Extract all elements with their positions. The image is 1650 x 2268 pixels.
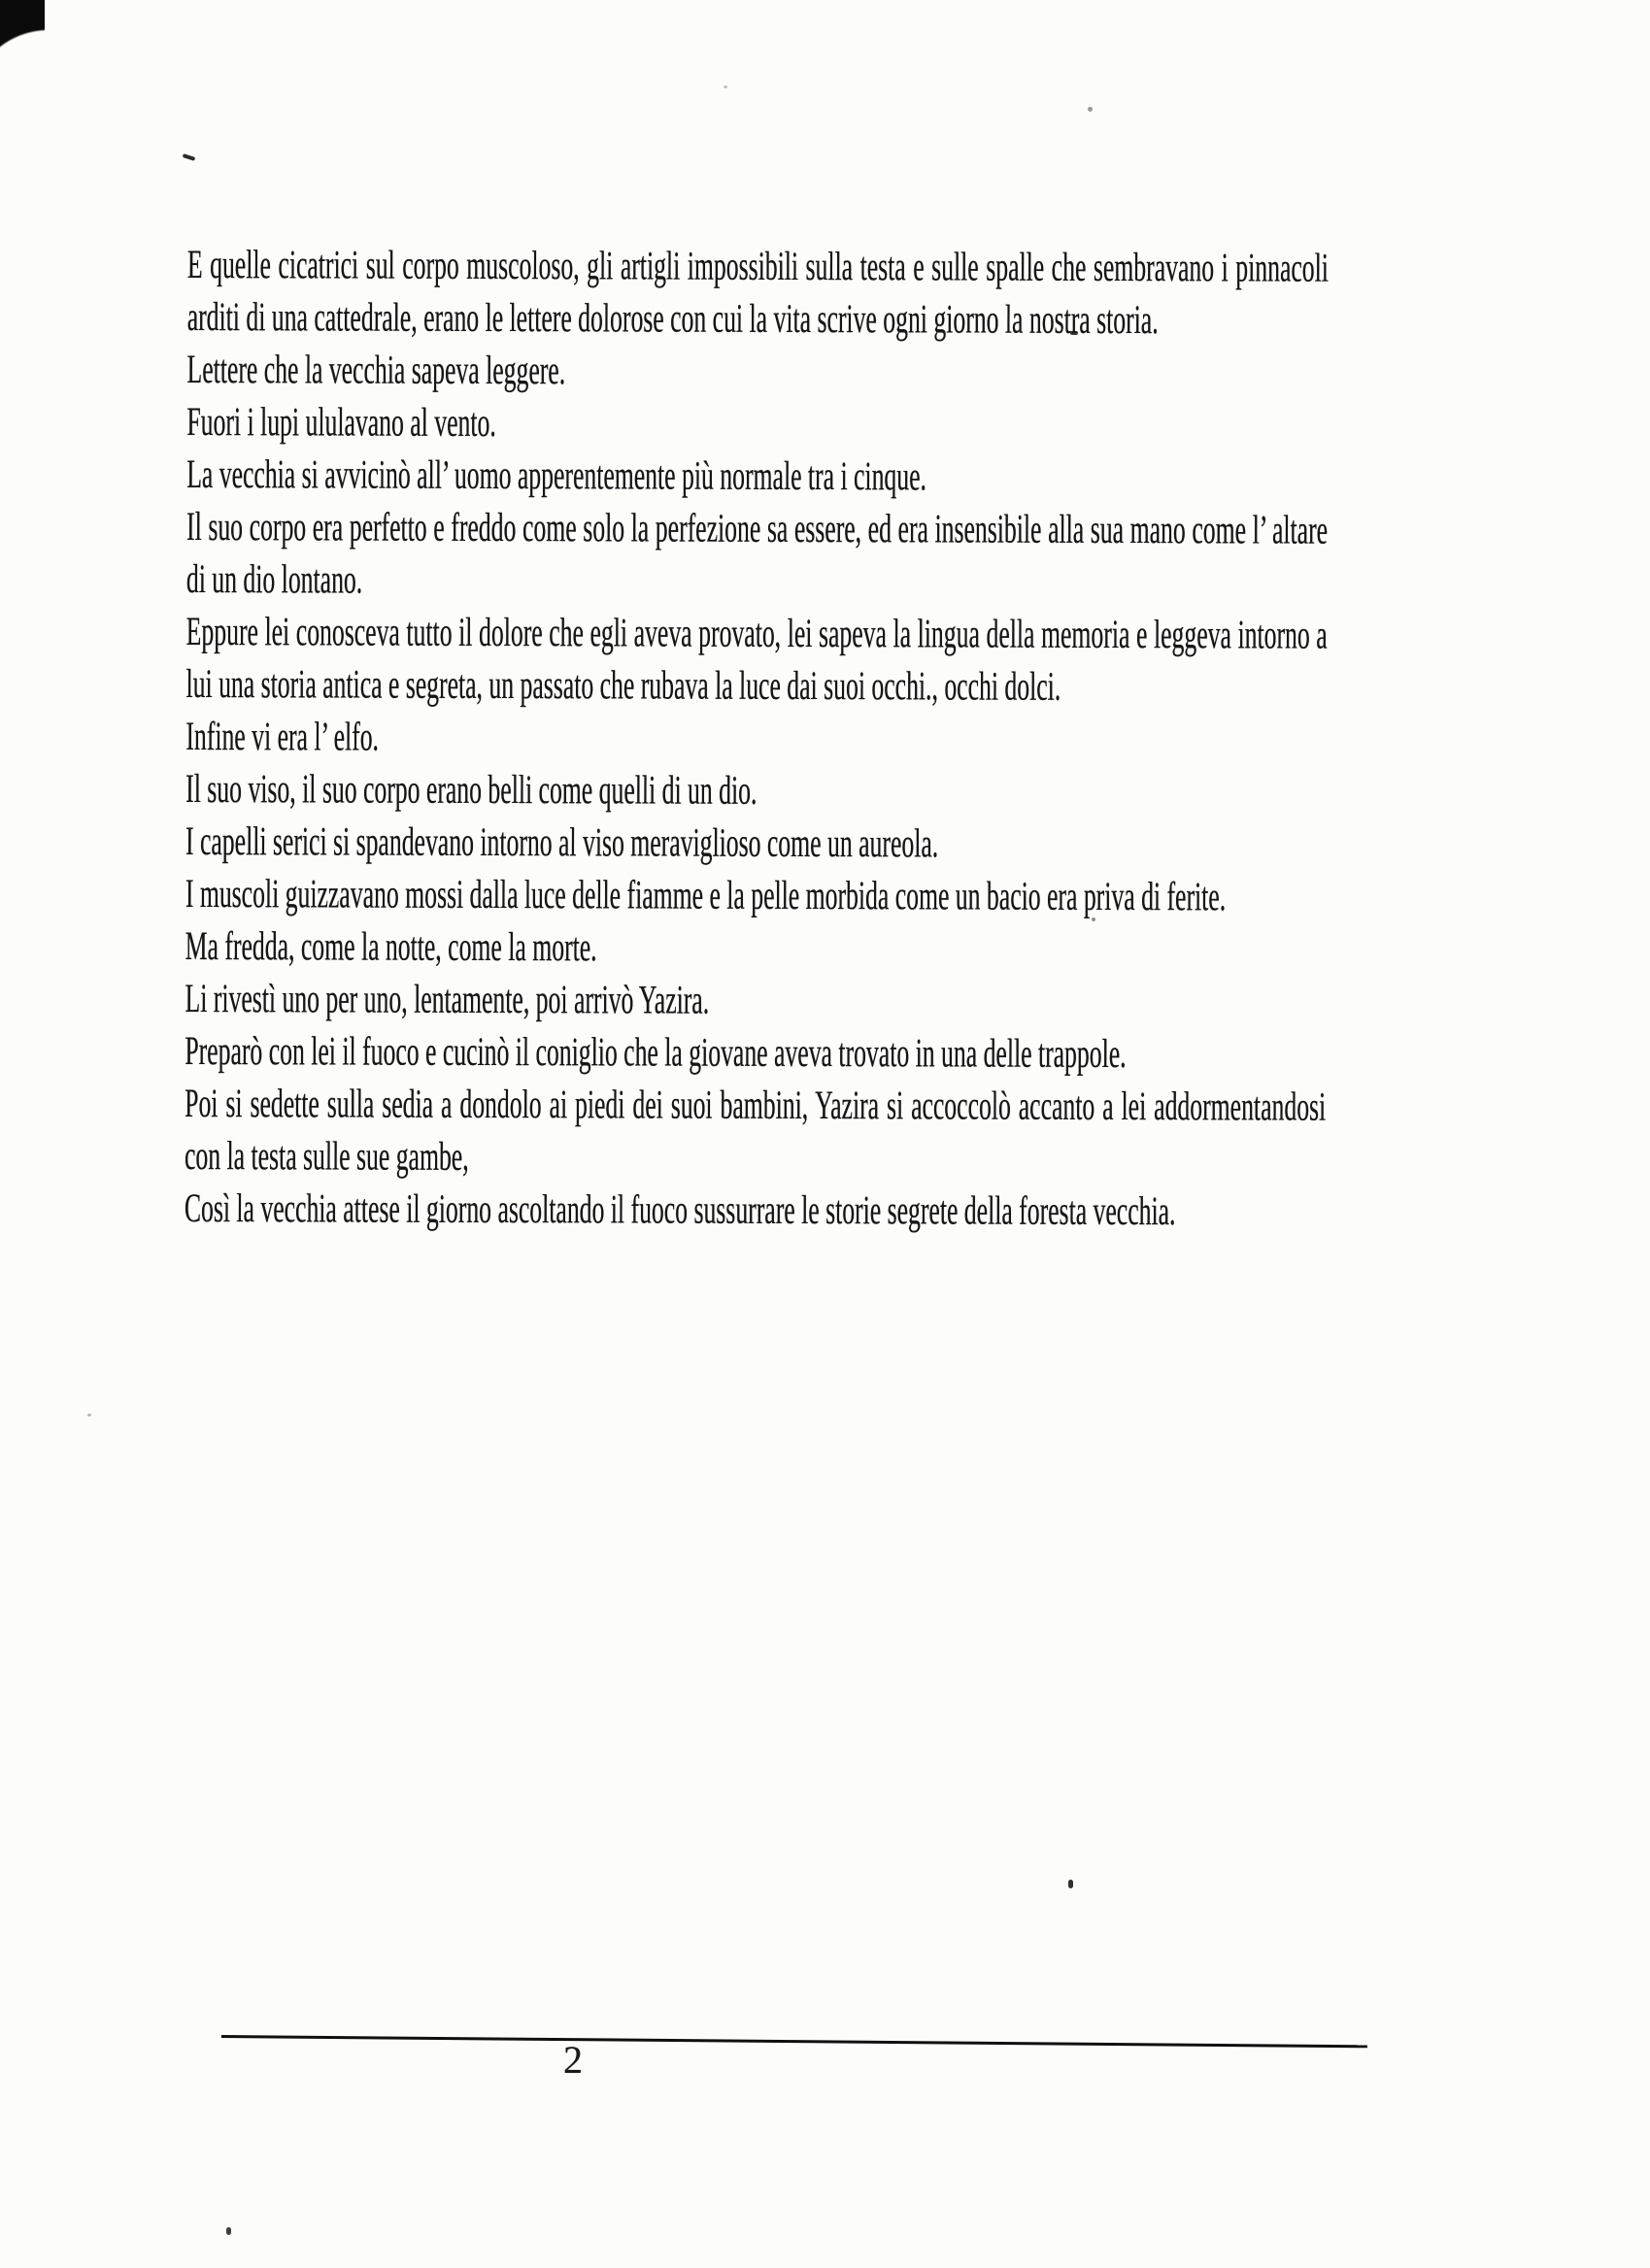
- scan-speck: [1088, 107, 1093, 112]
- scan-speck: [1068, 1880, 1073, 1888]
- paragraph: Il suo viso, il suo corpo erano belli come quelli di un dio.: [185, 766, 758, 814]
- scan-speck: [183, 153, 196, 161]
- paragraph: Poi si sedette sulla sedia a dondolo ai piedi dei suoi bambini, Yazira si accoccolò accanto a lei addormentandosi con la testa sulle sue gambe,: [184, 1081, 1327, 1180]
- paragraph: I capelli serici si spandevano intorno al viso meraviglioso come un aureola.: [185, 818, 939, 867]
- scan-speck: [724, 85, 727, 88]
- paragraph: Il suo corpo era perfetto e freddo come solo la perfezione sa essere, ed era insensibile alla sua mano come l’ altare di un dio lontano.: [185, 504, 1329, 603]
- paragraph: Eppure lei conosceva tutto il dolore che egli aveva provato, lei sapeva la lingua della memoria e leggeva intorno a lui una storia antica e segreta, un passato che rubava la luce dai suoi occhi., occhi dolci.: [185, 609, 1328, 710]
- scan-speck: [87, 1414, 91, 1417]
- paragraph: La vecchia si avvicinò all’ uomo apperentemente più normale tra i cinque.: [186, 451, 927, 500]
- paragraph: E quelle cicatrici sul corpo muscoloso, gli artigli impossibili sulla testa e sulle spalle che sembravano i pinnacoli arditi di una cattedrale, erano le lettere dolorose con cui la vita scrive ogni giorno la nostra storia.: [186, 242, 1330, 344]
- paragraph: I muscoli guizzavano mossi dalla luce delle fiamme e la pelle morbida come un bacio era priva di ferite.: [185, 871, 1227, 920]
- paragraph: Fuori i lupi ululavano al vento.: [186, 399, 496, 446]
- text-block: [185, 239, 1329, 1239]
- page-number: 2: [563, 2038, 583, 2082]
- paragraph: Lettere che la vecchia sapeva leggere.: [186, 347, 566, 394]
- paragraph: Infine vi era l’ elfo.: [185, 714, 380, 760]
- footer-rule: [221, 2035, 1367, 2048]
- paragraph: Li rivestì uno per uno, lentamente, poi arrivò Yazira.: [185, 976, 710, 1023]
- paragraph: Preparò con lei il fuoco e cucinò il coniglio che la giovane aveva trovato in una delle trappole.: [185, 1028, 1127, 1078]
- paragraph: Ma fredda, come la notte, come la morte.: [185, 923, 597, 971]
- scan-speck: [226, 2227, 231, 2235]
- scan-corner-artifact: [0, 0, 45, 105]
- paragraph: Così la vecchia attese il giorno ascoltando il fuoco sussurrare le storie segrete della foresta vecchia.: [184, 1185, 1176, 1235]
